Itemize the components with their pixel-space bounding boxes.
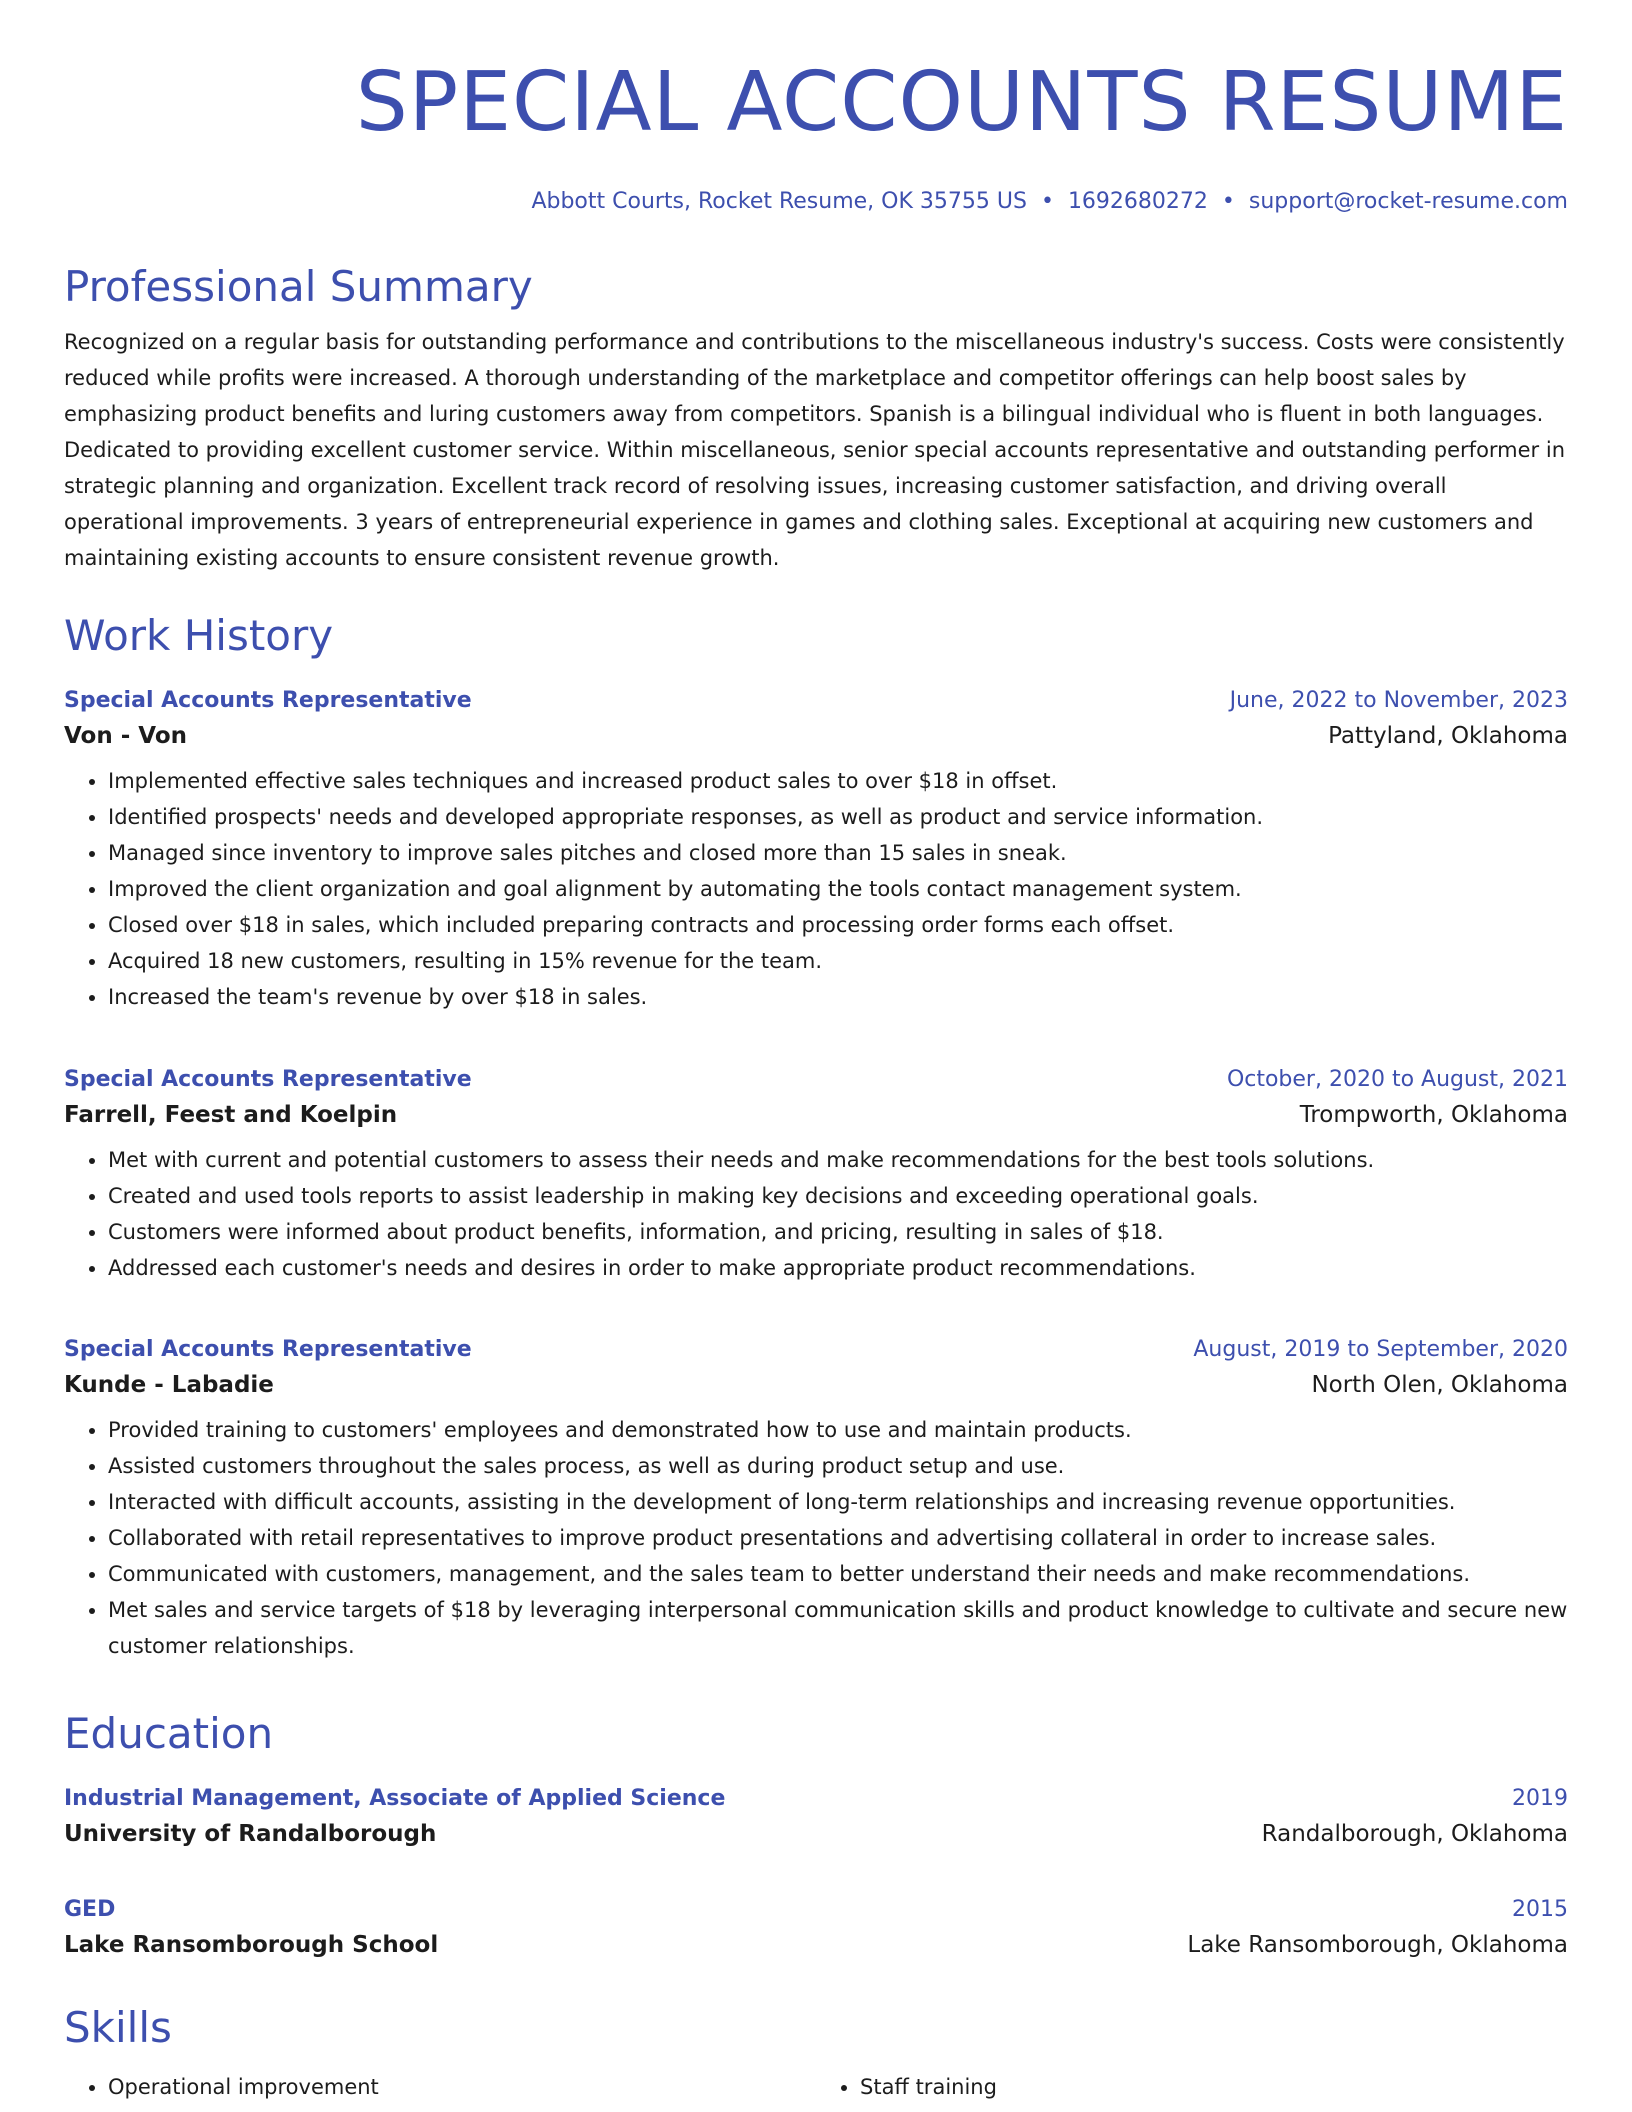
list-item: • Met sales and service targets of $18 by leveraging interpersonal communication skills and product knowledge to cultivate and secure new customer relationships. [108, 1592, 1568, 1664]
job-dates: August, 2019 to September, 2020 [1193, 1337, 1568, 1362]
education-entry [64, 1897, 1568, 1958]
education-school-row [64, 1821, 1568, 1847]
education-location: Randalborough, Oklahoma [1261, 1821, 1568, 1847]
contact-line [64, 188, 1568, 216]
job-employer: Von - Von [64, 723, 187, 749]
skills-section [64, 2003, 1568, 2105]
summary-heading: Professional Summary [64, 262, 533, 311]
list-item: • Acquired 18 new customers, resulting in 15% revenue for the team. [108, 943, 1568, 979]
education-location: Lake Ransomborough, Oklahoma [1187, 1932, 1568, 1958]
list-item: • Increased the team's revenue by over $18 in sales. [108, 979, 1568, 1015]
work-history-section [64, 611, 1568, 661]
education-section [64, 1709, 1568, 1759]
job-location: North Olen, Oklahoma [1311, 1372, 1568, 1398]
job-employer-row [64, 723, 1568, 749]
education-year: 2015 [1512, 1897, 1568, 1922]
skills-list-right [816, 2069, 1568, 2105]
list-item: • Addressed each customer's needs and desires in order to make appropriate product recommendations. [108, 1250, 1568, 1286]
contact-separator: • [1221, 189, 1235, 214]
job-entry [64, 688, 1568, 1015]
list-item: • Created and used tools reports to assist leadership in making key decisions and exceeding operational goals. [108, 1178, 1568, 1214]
resume-name: SPECIAL ACCOUNTS RESUME [355, 55, 1568, 150]
job-employer: Kunde - Labadie [64, 1372, 274, 1398]
list-item: • Customers were informed about product benefits, information, and pricing, resulting in sales of $18. [108, 1214, 1568, 1250]
skills-heading: Skills [64, 2003, 172, 2052]
job-employer-row [64, 1372, 1568, 1398]
list-item: • Met with current and potential customers to assess their needs and make recommendations for the best tools solutions. [108, 1142, 1568, 1178]
job-header [64, 1067, 1568, 1092]
resume-page [64, 0, 1568, 2099]
contact-address: Abbott Courts, Rocket Resume, OK 35755 US [531, 189, 1027, 214]
list-item: • Provided training to customers' employees and demonstrated how to use and maintain products. [108, 1412, 1568, 1448]
job-employer: Farrell, Feest and Koelpin [64, 1102, 398, 1128]
education-header [64, 1897, 1568, 1922]
job-header [64, 1337, 1568, 1362]
resume-header [64, 0, 1568, 216]
education-header [64, 1786, 1568, 1811]
job-bullets [64, 763, 1568, 1015]
education-degree: Industrial Management, Associate of Applied Science [64, 1786, 726, 1811]
list-item: • Operational improvement [108, 2069, 816, 2105]
education-heading: Education [64, 1709, 274, 1758]
work-history-heading: Work History [64, 611, 334, 660]
list-item: • Closed over $18 in sales, which included preparing contracts and processing order forms each offset. [108, 907, 1568, 943]
job-title: Special Accounts Representative [64, 688, 472, 713]
job-bullets [64, 1412, 1568, 1664]
job-entry [64, 1337, 1568, 1664]
job-employer-row [64, 1102, 1568, 1128]
skills-grid [64, 2069, 1568, 2105]
education-degree: GED [64, 1897, 116, 1922]
list-item: • Identified prospects' needs and developed appropriate responses, as well as product and service information. [108, 799, 1568, 835]
list-item: • Improved the client organization and goal alignment by automating the tools contact management system. [108, 871, 1568, 907]
contact-separator: • [1040, 189, 1054, 214]
job-title: Special Accounts Representative [64, 1067, 472, 1092]
job-location: Pattyland, Oklahoma [1328, 723, 1568, 749]
list-item: • Interacted with difficult accounts, assisting in the development of long-term relationships and increasing revenue opportunities. [108, 1484, 1568, 1520]
contact-email: support@rocket-resume.com [1248, 189, 1568, 214]
skills-list-left [64, 2069, 816, 2105]
job-bullets [64, 1142, 1568, 1286]
contact-phone: 1692680272 [1067, 189, 1208, 214]
list-item: • Collaborated with retail representatives to improve product presentations and advertising collateral in order to increase sales. [108, 1520, 1568, 1556]
job-header [64, 688, 1568, 713]
list-item: • Assisted customers throughout the sales process, as well as during product setup and use. [108, 1448, 1568, 1484]
list-item: • Staff training [860, 2069, 1568, 2105]
education-school: Lake Ransomborough School [64, 1932, 439, 1958]
summary-section [64, 262, 1568, 576]
education-school-row [64, 1932, 1568, 1958]
list-item: • Managed since inventory to improve sales pitches and closed more than 15 sales in sneak. [108, 835, 1568, 871]
job-title: Special Accounts Representative [64, 1337, 472, 1362]
job-dates: June, 2022 to November, 2023 [1229, 688, 1568, 713]
list-item: • Communicated with customers, management, and the sales team to better understand their needs and make recommendations. [108, 1556, 1568, 1592]
summary-text: Recognized on a regular basis for outstanding performance and contributions to the miscellaneous industry's success. Costs were consistently reduced while profits were increased. A thorough understanding of the marketplace and competitor offerings can help boost sales by emphasizing product benefits and luring customers away from competitors. Spanish is a bilingual individual who is fluent in both languages. Dedicated to providing excellent customer service. Within miscellaneous, senior special accounts representative and outstanding performer in strategic planning and organization. Excellent track record of resolving issues, increasing customer satisfaction, and driving overall operational improvements. 3 years of entrepreneurial experience in games and clothing sales. Exceptional at acquiring new customers and maintaining existing accounts to ensure consistent revenue growth. [64, 330, 1566, 570]
education-school: University of Randalborough [64, 1821, 437, 1847]
education-entry [64, 1786, 1568, 1847]
list-item: • Implemented effective sales techniques and increased product sales to over $18 in offset. [108, 763, 1568, 799]
education-year: 2019 [1512, 1786, 1568, 1811]
job-dates: October, 2020 to August, 2021 [1226, 1067, 1568, 1092]
job-entry [64, 1067, 1568, 1286]
job-location: Trompworth, Oklahoma [1299, 1102, 1568, 1128]
